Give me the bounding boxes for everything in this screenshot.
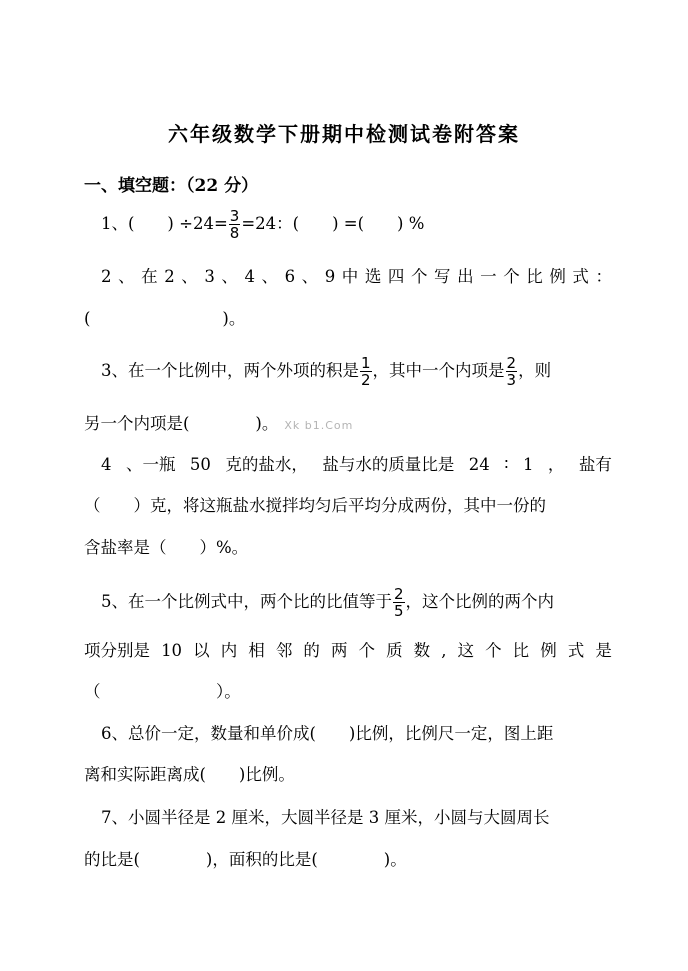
q5-line2-segment: 邻 — [275, 641, 293, 660]
question-7-line-1: 7、小圆半径是 2 厘米，大圆半径是 3 厘米，小圆与大圆周长 — [101, 808, 550, 827]
q5-line2-segment: 的 — [303, 641, 320, 660]
q2-line1-segment: 个 — [410, 267, 428, 286]
q3-text-c: ，则 — [518, 361, 552, 380]
q3-frac2-denominator: 3 — [506, 371, 517, 389]
q3-line2-text: 另一个内项是( )。 — [84, 414, 279, 433]
q2-line1-segment: 式 — [572, 267, 589, 286]
q2-line1-segment: 、 — [301, 267, 319, 286]
q4-line1-segment: 1 — [522, 455, 534, 474]
question-6-line-2: 离和实际距离成( )比例。 — [84, 765, 295, 784]
q5-line2-segment: 相 — [248, 641, 265, 660]
q4-line1-segment: 50 — [189, 455, 211, 474]
q2-line1-segment: 选 — [364, 267, 382, 286]
question-4-line-2: （ ）克，将这瓶盐水搅拌均匀后平均分成两份，其中一份的 — [84, 496, 546, 515]
q2-line1-segment: 、 — [181, 267, 198, 286]
q2-line1-segment: 4 — [244, 267, 255, 286]
q3-text-a: 3、在一个比例中，两个外项的积是 — [101, 361, 359, 380]
q2-line1-segment: 写 — [434, 267, 451, 286]
section-heading: 一、填空题：（22 分） — [84, 176, 259, 196]
q2-line1-segment: 在 — [141, 267, 158, 286]
q5-line2-segment: 内 — [220, 641, 238, 660]
q5-line2-segment: , — [441, 641, 447, 660]
q5-line2-segment: 数 — [413, 641, 431, 660]
exam-title: 六年级数学下册期中检测试卷附答案 — [168, 122, 520, 146]
question-3-line-1 — [101, 355, 612, 388]
q2-line1-segment: 9 — [324, 267, 336, 286]
q5-line2-segment: 这 — [457, 641, 474, 660]
q1-text-b: =24：( ) =( ) % — [241, 214, 425, 233]
question-5-line-3: （ ）。 — [84, 682, 241, 701]
q5-text-b: ，这个比例的两个内 — [405, 592, 555, 611]
q2-line1-segment: 比 — [526, 267, 543, 286]
q1-frac-denominator: 8 — [229, 224, 240, 242]
q2-line1-segment: 2 — [164, 267, 175, 286]
q4-line1-segment: 4 — [101, 455, 112, 474]
q5-line2-segment: 两 — [330, 641, 348, 660]
q1-fraction — [229, 208, 241, 241]
q3-fraction-2 — [506, 355, 518, 388]
q3-fraction-1 — [360, 355, 372, 388]
question-3-line-2 — [84, 412, 612, 438]
question-5-line-2 — [84, 639, 612, 663]
q3-frac1-numerator: 1 — [361, 354, 371, 372]
q3-frac1-denominator: 2 — [361, 371, 371, 389]
q4-line1-segment: 克的盐水， — [225, 455, 308, 474]
q2-line1-segment: 、 — [261, 267, 278, 286]
q5-line2-segment: 项分别是 — [84, 641, 150, 660]
q2-line1-segment: 、 — [118, 267, 135, 286]
question-4-line-1 — [101, 453, 612, 477]
q3-text-b: ，其中一个内项是 — [372, 361, 505, 380]
q4-line1-segment: ， — [547, 455, 565, 474]
q5-text-a: 5、在一个比例式中，两个比的比值等于 — [101, 592, 392, 611]
q2-line1-segment: 例 — [549, 267, 566, 286]
q4-line1-segment: 、一瓶 — [125, 455, 176, 474]
question-2-line-2: ( )。 — [84, 309, 246, 328]
q5-fraction — [393, 586, 405, 619]
q4-line1-segment: 盐有 — [578, 455, 612, 474]
q5-frac-denominator: 5 — [394, 602, 404, 620]
q2-line1-segment: 四 — [387, 267, 405, 286]
q2-line1-segment: 2 — [101, 267, 112, 286]
q5-line2-segment: 例 — [540, 641, 557, 660]
q5-line2-segment: 比 — [512, 641, 530, 660]
q4-line1-segment: 24 — [468, 455, 490, 474]
q5-frac-numerator: 2 — [394, 585, 404, 603]
watermark-text: Xk b1.Com — [284, 419, 354, 432]
question-6-line-1: 6、总价一定，数量和单价成( )比例，比例尺一定，图上距 — [101, 724, 554, 743]
q2-line1-segment: 6 — [284, 267, 296, 286]
question-7-line-2: 的比是( )，面积的比是( )。 — [84, 850, 407, 869]
q1-frac-numerator: 3 — [229, 207, 240, 225]
q5-line2-segment: 是 — [595, 641, 612, 660]
q2-line1-segment: 出 — [457, 267, 474, 286]
q4-line1-segment: ∶ — [504, 455, 509, 474]
q5-line2-segment: 以 — [193, 641, 210, 660]
q5-line2-segment: 式 — [567, 641, 585, 660]
q3-frac2-numerator: 2 — [506, 354, 517, 372]
q2-line1-segment: 一 — [480, 267, 497, 286]
question-1 — [101, 208, 612, 241]
q2-line1-segment: 、 — [221, 267, 238, 286]
q4-line1-segment: 盐与水的质量比是 — [322, 455, 455, 474]
q5-line2-segment: 个 — [358, 641, 375, 660]
question-2-line-1 — [101, 265, 612, 289]
q2-line1-segment: 中 — [341, 267, 359, 286]
q5-line2-segment: 质 — [386, 641, 403, 660]
question-4-line-3: 含盐率是（ ）%。 — [84, 538, 249, 557]
q2-line1-segment: ： — [595, 267, 612, 286]
q2-line1-segment: 3 — [204, 267, 215, 286]
q5-line2-segment: 个 — [485, 641, 502, 660]
q1-text-a: 1、( ) ÷24= — [101, 214, 228, 233]
q5-line2-segment: 10 — [161, 641, 183, 660]
q2-line1-segment: 个 — [503, 267, 520, 286]
question-5-line-1 — [101, 586, 612, 619]
